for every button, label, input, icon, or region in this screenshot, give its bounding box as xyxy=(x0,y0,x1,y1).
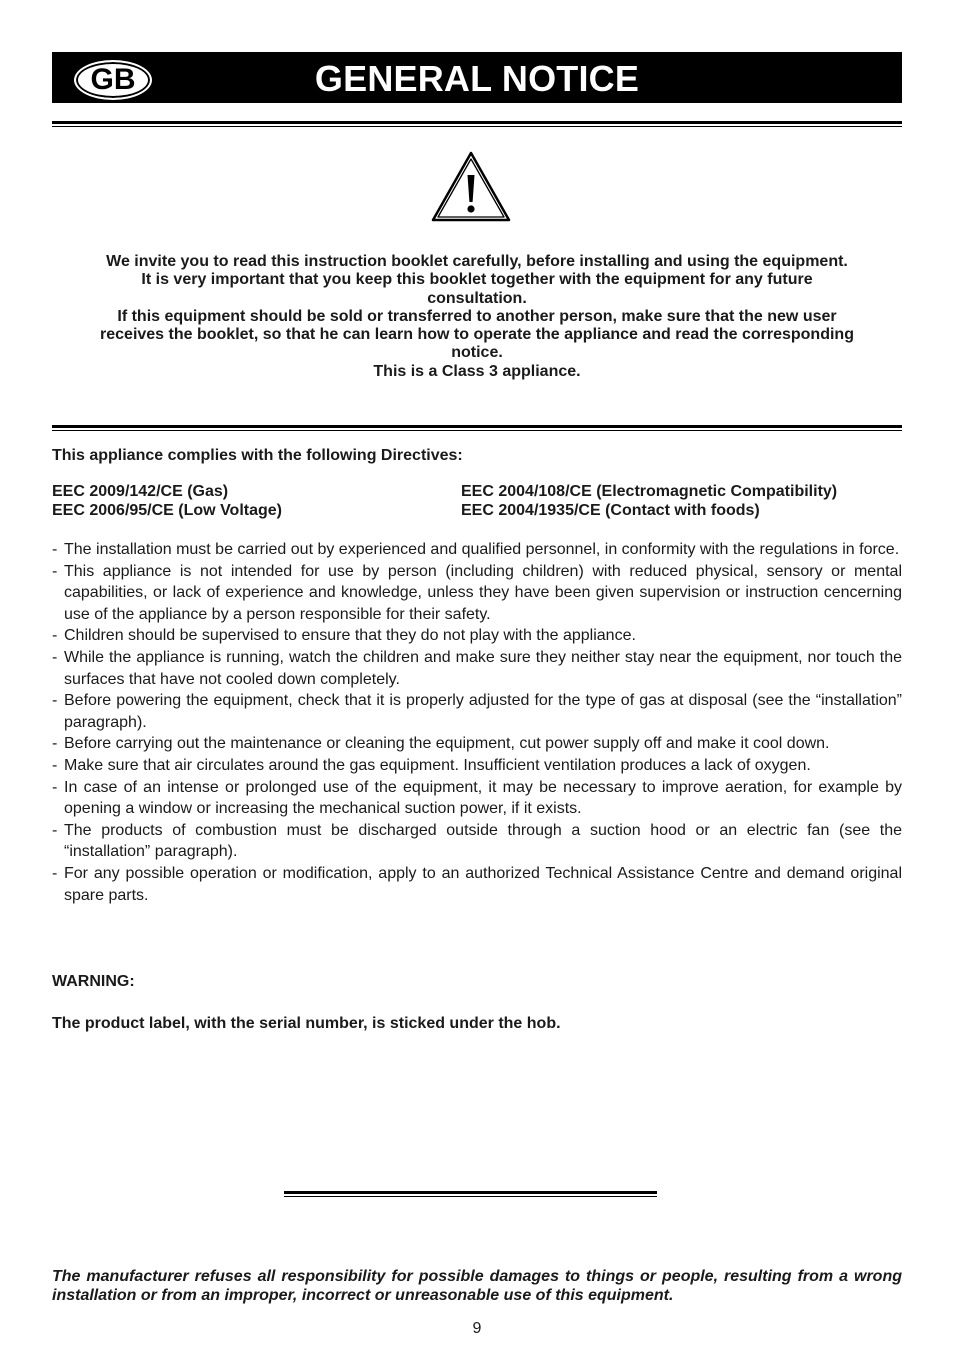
list-item: - Make sure that air circulates around the gas equipment. Insufficient ventilation produces a lack of oxygen. xyxy=(52,755,902,777)
warning-text: The product label, with the serial number, is sticked under the hob. xyxy=(52,1015,561,1032)
page-title: GENERAL NOTICE xyxy=(314,58,640,99)
list-item: - Before powering the equipment, check that it is properly adjusted for the type of gas at disposal (see the “installation” paragraph). xyxy=(52,690,902,733)
divider-bottom xyxy=(284,1191,657,1197)
directive-item: EEC 2009/142/CE (Gas) xyxy=(52,483,229,500)
page-header xyxy=(52,52,902,103)
list-item: - This appliance is not intended for use by person (including children) with reduced physical, sensory or mental capabilities, or lack of experience and knowledge, unless they have been given supervision or instruction cencerning use of the appliance by a person responsible for their safety. xyxy=(52,561,902,626)
warning-triangle-icon xyxy=(430,150,512,224)
safety-instructions-list xyxy=(52,539,902,906)
directive-item: EEC 2004/1935/CE (Contact with foods) xyxy=(461,501,760,519)
intro-notice xyxy=(52,253,902,381)
page-number: 9 xyxy=(472,1320,482,1337)
list-item: - Before carrying out the maintenance or cleaning the equipment, cut power supply off and make it cool down. xyxy=(52,733,902,755)
list-item: - Children should be supervised to ensure that they do not play with the appliance. xyxy=(52,625,902,647)
divider-top xyxy=(52,121,902,127)
directives-title: This appliance complies with the following Directives: xyxy=(52,447,463,464)
intro-line: It is very important that you keep this booklet together with the equipment for any future consultation. xyxy=(141,271,813,307)
directive-item: EEC 2006/95/CE (Low Voltage) xyxy=(52,501,282,519)
list-item: - The installation must be carried out by experienced and qualified personnel, in conformity with the regulations in force. xyxy=(52,539,902,561)
list-item: - For any possible operation or modification, apply to an authorized Technical Assistance Centre and demand original spare parts. xyxy=(52,863,902,906)
divider-middle xyxy=(52,425,902,431)
directive-left-column xyxy=(52,483,282,520)
list-item: - While the appliance is running, watch the children and make sure they neither stay near the equipment, nor touch the surfaces that have not cooled down completely. xyxy=(52,647,902,690)
warning-heading: WARNING: xyxy=(52,973,135,990)
list-item: - In case of an intense or prolonged use of the equipment, it may be necessary to improve aeration, for example by opening a window or increasing the mechanical suction power, if it exists. xyxy=(52,777,902,820)
list-item: - The products of combustion must be discharged outside through a suction hood or an electric fan (see the “installation” paragraph). xyxy=(52,820,902,863)
directive-right-column xyxy=(461,483,837,520)
manufacturer-disclaimer: The manufacturer refuses all responsibility for possible damages to things or people, resulting from a wrong installation or from an improper, incorrect or unreasonable use of this equipment. xyxy=(52,1268,902,1304)
language-badge: GB xyxy=(74,60,152,100)
intro-line: If this equipment should be sold or transferred to another person, make sure that the new user receives the booklet, so that he can learn how to operate the appliance and read the corresponding notice. xyxy=(100,307,854,362)
directive-item: EEC 2004/108/CE (Electromagnetic Compatibility) xyxy=(461,483,838,500)
intro-line: We invite you to read this instruction booklet carefully, before installing and using the equipment. xyxy=(106,253,848,270)
intro-line: This is a Class 3 appliance. xyxy=(373,362,581,380)
